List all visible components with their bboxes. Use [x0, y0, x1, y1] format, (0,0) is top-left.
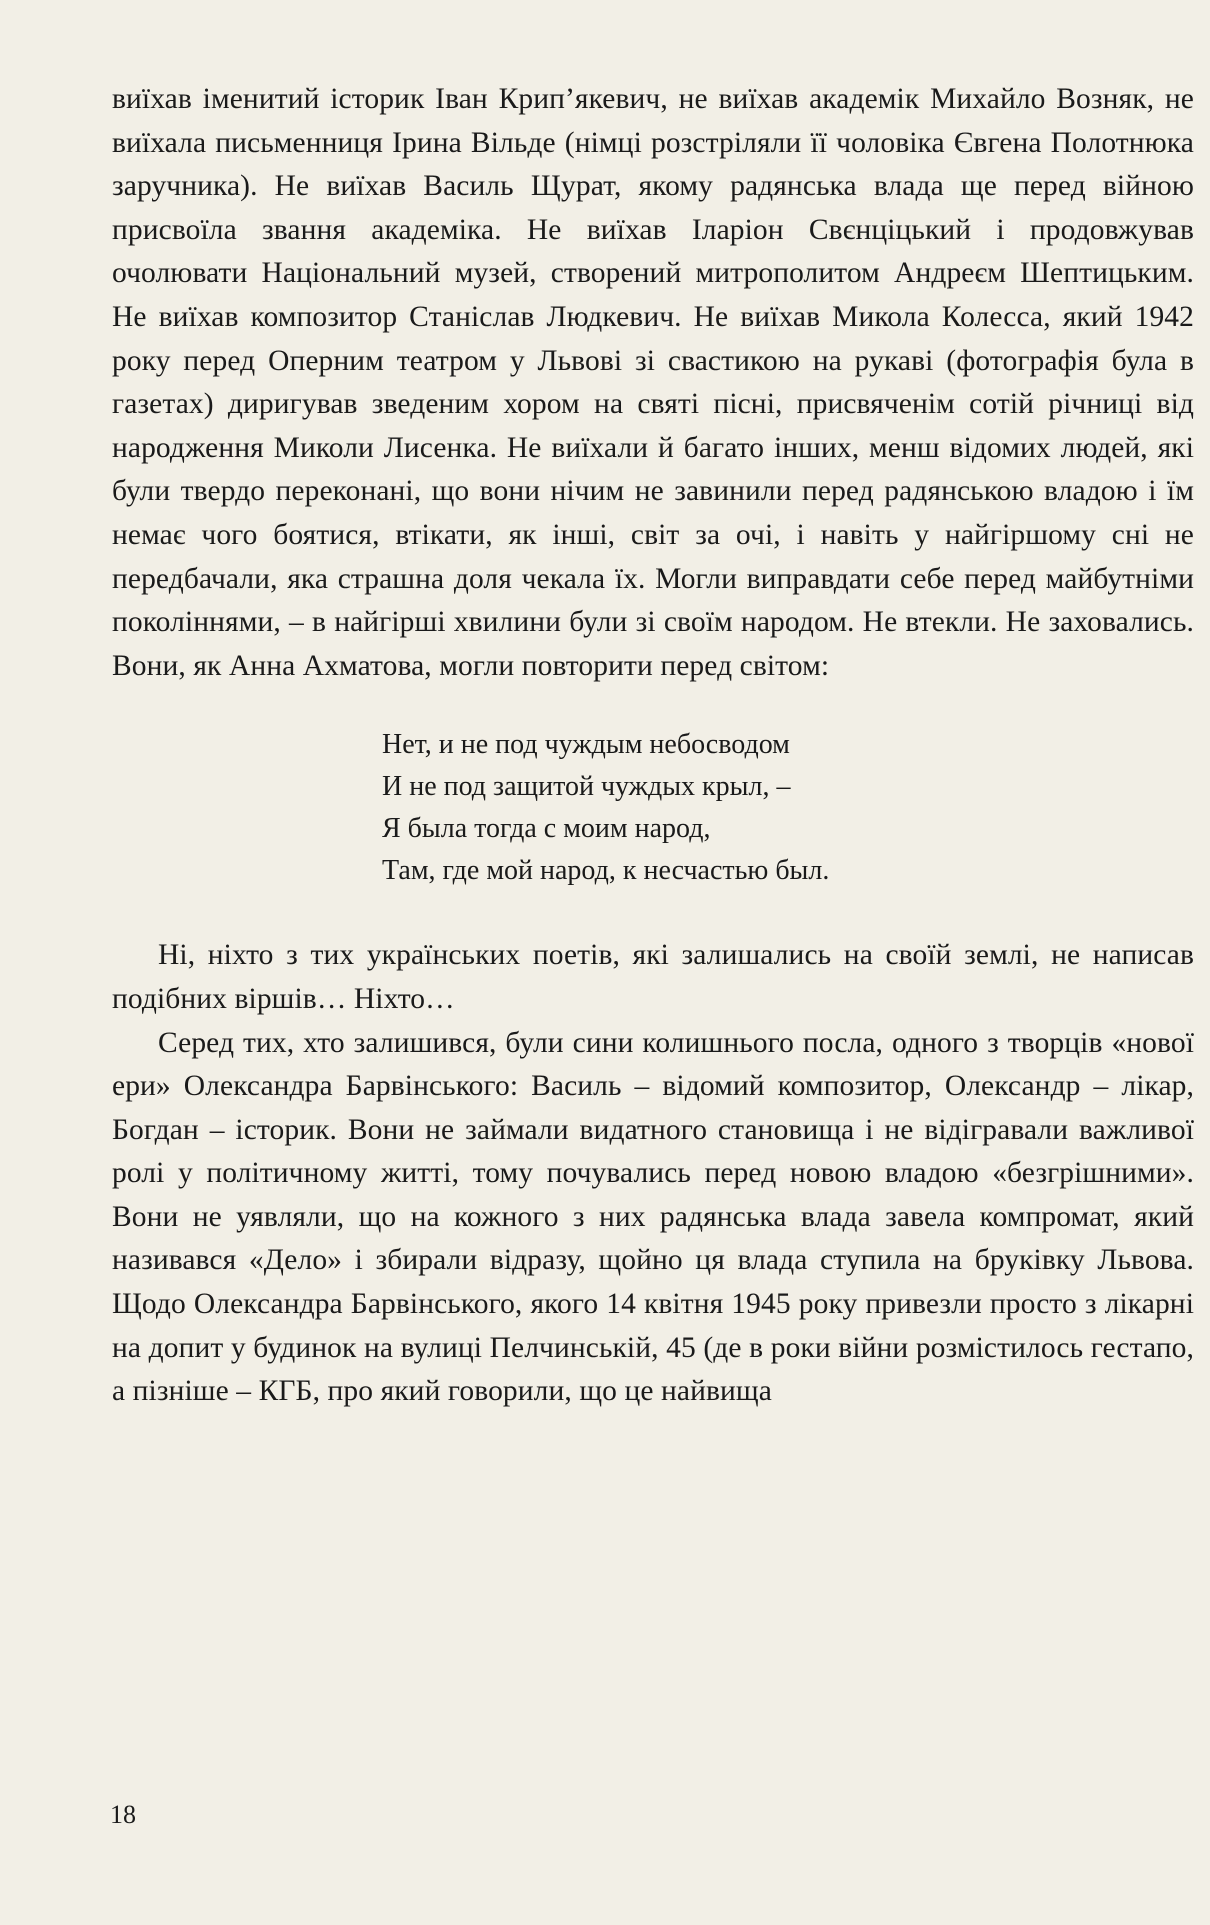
text-column — [112, 78, 1194, 1414]
verse-spacer — [112, 892, 1194, 934]
paragraph-three: Серед тих, хто залишився, були сини колишнього посла, одного з творців «нової ери» Олександра Барвінського: Василь – відомий композитор, Олександр – лікар, Богдан – історик. Вони не займали видатного становища і не відігравали важливої ролі у політичному житті, тому почувались перед новою владою «безгрішними». Вони не уявляли, що на кожного з них радянська влада завела компромат, який називався «Дело» і збирали відразу, щойно ця влада ступила на бруківку Львова. Щодо Олександра Барвінського, якого 14 квітня 1945 року привезли просто з лікарні на допит у будинок на вулиці Пелчинській, 45 (де в роки війни розмістилось гестапо, а пізніше – КГБ, про який говорили, що це найвища — [112, 1026, 1194, 1408]
verse-line: Я была тогда с моим народ, — [382, 813, 711, 845]
paragraph-continued: виїхав іменитий історик Іван Крип’якевич, не виїхав академік Михайло Возняк, не виїхала письменниця Ірина Вільде (німці розстріляли її чоловіка Євгена Полотнюка заручника). Не виїхав Василь Щурат, якому радянська влада ще перед війною присвоїла звання академіка. Не виїхав Іларіон Свєнціцький і продовжував очолювати Національний музей, створений митрополитом Андреєм Шептицьким. Не виїхав композитор Станіслав Людкевич. Не виїхав Микола Колесса, який 1942 року перед Оперним театром у Львові зі свастикою на рукаві (фотографія була в газетах) диригував зведеним хором на святі пісні, присвяченім сотій річниці від народження Миколи Лисенка. Не виїхали й багато інших, менш відомих людей, які були твердо переконані, що вони нічим не завинили перед радянською владою і їм немає чого боятися, втікати, як інші, світ за очі, і навіть у найгіршому сні не передбачали, яка страшна доля чекала їх. Могли виправдати себе перед майбутніми поколіннями, – в найгірші хвилини були зі своїм народом. Не втекли. Не заховались. Вони, як Анна Ахматова, могли повторити перед світом: — [112, 83, 1194, 682]
paragraph-two: Ні, ніхто з тих українських поетів, які залишались на своїй землі, не написав подібних віршів… Ніхто… — [112, 939, 1194, 1015]
verse-quote — [112, 724, 1194, 892]
verse-line: Там, где мой народ, к несчастью был. — [382, 855, 830, 887]
verse-line: Нет, и не под чуждым небосводом — [382, 729, 790, 761]
verse-line: И не под защитой чуждых крыл, – — [382, 771, 791, 803]
page-number: 18 — [110, 1800, 136, 1829]
